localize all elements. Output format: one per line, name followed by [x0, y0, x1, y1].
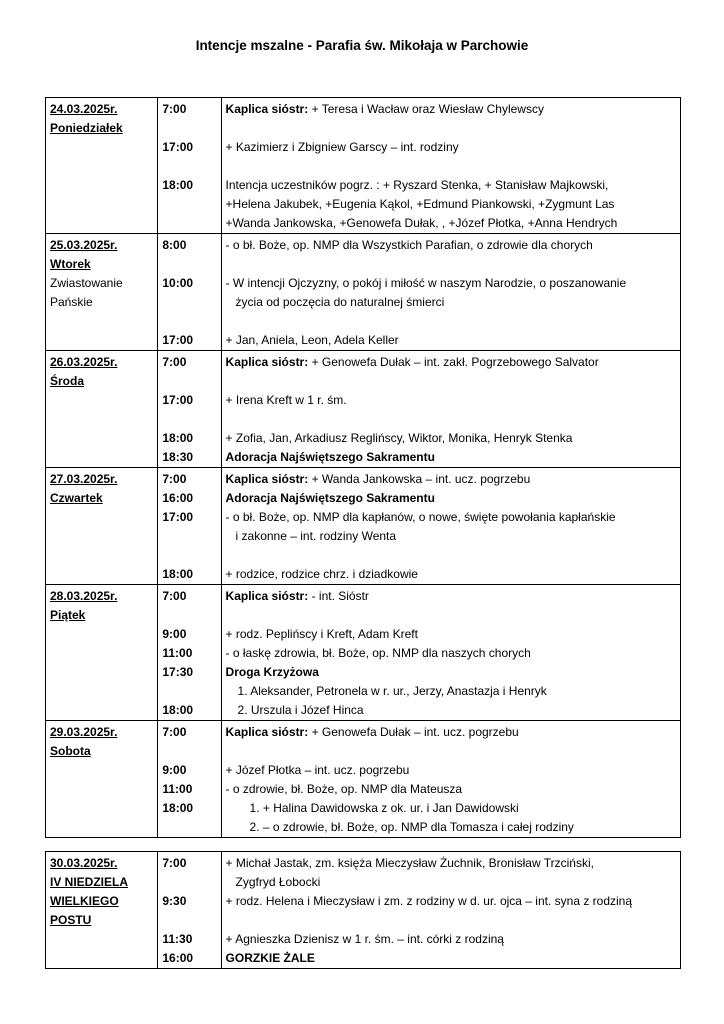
intention-line — [226, 429, 676, 448]
intention-label: Kaplica sióstr: — [225, 589, 309, 603]
mass-time: 18:30 — [162, 450, 194, 464]
mass-time — [162, 742, 216, 761]
intention-line — [226, 565, 676, 584]
mass-time: 7:00 — [162, 725, 187, 739]
intention-line — [226, 157, 676, 176]
intention-text: + Genowefa Dułak – int. ucz. pogrzebu — [308, 725, 519, 739]
intention-line — [226, 854, 676, 873]
mass-time: 11:00 — [162, 782, 193, 796]
intention-text: + Michał Jastak, zm. księża Mieczysław Żuchnik, Bronisław Trzciński, — [225, 856, 594, 870]
intention-text: - int. Sióstr — [308, 589, 369, 603]
intention-line — [226, 625, 676, 644]
mass-time — [162, 195, 216, 214]
intention-label: Kaplica sióstr: — [225, 725, 309, 739]
day-name: Wtorek — [50, 257, 91, 271]
day-cell — [46, 721, 158, 838]
intention-line — [226, 410, 676, 429]
mass-time: 7:00 — [162, 355, 187, 369]
day-date: 28.03.2025r. — [50, 589, 118, 603]
intention-line — [226, 527, 676, 546]
day-row — [46, 468, 681, 585]
mass-time: 17:00 — [162, 510, 194, 524]
mass-time: 18:00 — [162, 567, 194, 581]
intention-line — [226, 312, 676, 331]
intention-text: + Jan, Aniela, Leon, Adela Keller — [225, 333, 399, 347]
day-cell — [46, 98, 158, 234]
intention-text: + Kazimierz i Zbigniew Garscy – int. rodziny — [225, 140, 459, 154]
day-cell — [46, 852, 158, 969]
mass-time — [162, 372, 216, 391]
time-cell — [158, 234, 221, 351]
intention-text: - o zdrowie, bł. Boże, op. NMP dla Mateusza — [225, 782, 463, 796]
intention-cell — [221, 585, 680, 721]
intention-text: + rodz. Helena i Mieczysław i zm. z rodziny w d. ur. ojca – int. syna z rodziną — [225, 894, 633, 908]
day-name: Czwartek — [50, 491, 103, 505]
mass-time: 16:00 — [162, 951, 194, 965]
mass-time — [162, 818, 216, 837]
intention-line — [226, 644, 676, 663]
intention-line — [226, 100, 676, 119]
intention-text: życia od poczęcia do naturalnej śmierci — [235, 295, 445, 309]
intention-text: 1. Aleksander, Petronela w r. ur., Jerzy, Anastazja i Henryk — [237, 684, 547, 698]
intention-line — [226, 391, 676, 410]
mass-time: 9:30 — [162, 894, 187, 908]
intention-label: Adoracja Najświętszego Sakramentu — [225, 491, 435, 505]
day-row — [46, 721, 681, 838]
intention-line — [226, 470, 676, 489]
mass-time — [162, 312, 216, 331]
intention-text: i zakonne – int. rodziny Wenta — [235, 529, 397, 543]
intention-line — [226, 930, 676, 949]
intention-text: + Wanda Jankowska – int. ucz. pogrzebu — [308, 472, 531, 486]
time-cell — [158, 721, 221, 838]
intention-line — [226, 723, 676, 742]
mass-time: 11:00 — [162, 646, 193, 660]
intention-text: + Józef Płotka – int. ucz. pogrzebu — [225, 763, 410, 777]
intention-cell — [221, 351, 680, 468]
intention-text: - o bł. Boże, op. NMP dla kapłanów, o nowe, święte powołania kapłańskie — [225, 510, 616, 524]
intention-text: - o bł. Boże, op. NMP dla Wszystkich Parafian, o zdrowie dla chorych — [225, 238, 593, 252]
intention-line — [226, 372, 676, 391]
time-cell — [158, 98, 221, 234]
intention-cell — [221, 98, 680, 234]
day-row — [46, 852, 681, 969]
intention-text: 2. – o zdrowie, bł. Boże, op. NMP dla Tomasza i całej rodziny — [249, 820, 574, 834]
mass-time: 18:00 — [162, 431, 194, 445]
day-cell — [46, 468, 158, 585]
day-name: Środa — [50, 374, 85, 388]
day-name: WIELKIEGO — [50, 894, 119, 908]
intention-line — [226, 587, 676, 606]
page-title: Intencje mszalne - Parafia św. Mikołaja w Parchowie — [195, 38, 529, 53]
day-row — [46, 234, 681, 351]
mass-time — [162, 546, 216, 565]
mass-time — [162, 214, 216, 233]
day-cell — [46, 351, 158, 468]
intention-text: 1. + Halina Dawidowska z ok. ur. i Jan Dawidowski — [249, 801, 519, 815]
mass-time: 16:00 — [162, 491, 194, 505]
day-cell — [46, 234, 158, 351]
mass-time: 18:00 — [162, 703, 194, 717]
day-row — [46, 98, 681, 234]
intention-line — [226, 949, 676, 968]
mass-time: 8:00 — [162, 238, 187, 252]
intention-line — [226, 255, 676, 274]
day-name: IV NIEDZIELA — [50, 875, 129, 889]
intention-text: - o łaskę zdrowia, bł. Boże, op. NMP dla naszych chorych — [225, 646, 531, 660]
intention-line — [226, 606, 676, 625]
intention-cell — [221, 721, 680, 838]
intention-line — [226, 236, 676, 255]
time-cell — [158, 585, 221, 721]
intention-line — [226, 331, 676, 350]
intention-line — [226, 448, 676, 467]
mass-time — [162, 119, 216, 138]
time-cell — [158, 351, 221, 468]
intention-line — [226, 761, 676, 780]
intention-line — [226, 489, 676, 508]
intention-line — [226, 546, 676, 565]
mass-time: 17:00 — [162, 393, 194, 407]
mass-time: 7:00 — [162, 856, 187, 870]
mass-time: 10:00 — [162, 276, 194, 290]
day-date: 27.03.2025r. — [50, 472, 118, 486]
mass-time — [162, 606, 216, 625]
intention-label: GORZKIE ŻALE — [225, 951, 315, 965]
mass-time: 17:30 — [162, 665, 194, 679]
intention-line — [226, 353, 676, 372]
intention-line — [226, 742, 676, 761]
intention-text: + rodz. Peplińscy i Kreft, Adam Kreft — [225, 627, 418, 641]
intention-line — [226, 119, 676, 138]
day-name: Pańskie — [50, 295, 93, 309]
mass-time: 7:00 — [162, 589, 187, 603]
intention-cell — [221, 852, 680, 969]
intention-label: Adoracja Najświętszego Sakramentu — [225, 450, 435, 464]
intention-line — [226, 873, 676, 892]
mass-time — [162, 527, 216, 546]
day-name: Zwiastowanie — [50, 276, 123, 290]
intention-text: - W intencji Ojczyzny, o pokój i miłość w naszym Narodzie, o poszanowanie — [225, 276, 627, 290]
day-date: 26.03.2025r. — [50, 355, 118, 369]
mass-time — [162, 682, 216, 701]
day-cell — [46, 585, 158, 721]
day-row — [46, 351, 681, 468]
intention-text: 2. Urszula i Józef Hinca — [237, 703, 364, 717]
mass-time: 17:00 — [162, 333, 194, 347]
intention-line — [226, 508, 676, 527]
mass-time — [162, 293, 216, 312]
intention-label: Kaplica sióstr: — [225, 472, 309, 486]
intention-label: Droga Krzyżowa — [225, 665, 319, 679]
day-date: 29.03.2025r. — [50, 725, 118, 739]
day-row — [46, 585, 681, 721]
day-name: Sobota — [50, 744, 91, 758]
mass-time: 7:00 — [162, 472, 187, 486]
intention-text: Intencja uczestników pogrz. : + Ryszard Stenka, + Stanisław Majkowski, — [225, 178, 609, 192]
day-name: POSTU — [50, 913, 92, 927]
intention-text: +Wanda Jankowska, +Genowefa Dułak, , +Józef Płotka, +Anna Hendrych — [225, 216, 618, 230]
intention-line — [226, 682, 676, 701]
intention-line — [226, 799, 676, 818]
day-date: 24.03.2025r. — [50, 102, 118, 116]
intention-line — [226, 911, 676, 930]
intention-text: +Helena Jakubek, +Eugenia Kąkol, +Edmund Piankowski, +Zygmunt Las — [225, 197, 615, 211]
intention-line — [226, 663, 676, 682]
time-cell — [158, 468, 221, 585]
intention-text: + Zofia, Jan, Arkadiusz Reglińscy, Wiktor, Monika, Henryk Stenka — [225, 431, 573, 445]
mass-time: 17:00 — [162, 140, 194, 154]
intention-line — [226, 780, 676, 799]
mass-time: 18:00 — [162, 801, 194, 815]
intention-text: + Agnieszka Dzienisz w 1 r. śm. – int. córki z rodziną — [225, 932, 504, 946]
sunday-schedule-table — [45, 851, 681, 969]
intention-text: + Genowefa Dułak – int. zakł. Pogrzebowego Salvator — [308, 355, 599, 369]
intention-line — [226, 701, 676, 720]
intention-label: Kaplica sióstr: — [225, 355, 309, 369]
intention-cell — [221, 468, 680, 585]
mass-time — [162, 911, 216, 930]
day-name: Poniedziałek — [50, 121, 123, 135]
mass-time: 9:00 — [162, 627, 187, 641]
day-date: 25.03.2025r. — [50, 238, 118, 252]
intention-text: + Teresa i Wacław oraz Wiesław Chylewscy — [308, 102, 544, 116]
intention-text: + rodzice, rodzice chrz. i dziadkowie — [225, 567, 418, 581]
intention-text: Zygfryd Łobocki — [235, 875, 321, 889]
day-date: 30.03.2025r. — [50, 856, 118, 870]
intention-label: Kaplica sióstr: — [225, 102, 309, 116]
intention-line — [226, 138, 676, 157]
mass-time — [162, 157, 216, 176]
time-cell — [158, 852, 221, 969]
mass-time — [162, 410, 216, 429]
mass-time: 7:00 — [162, 102, 187, 116]
intention-line — [226, 176, 676, 195]
week-schedule-table — [45, 97, 681, 838]
intention-line — [226, 274, 676, 293]
mass-time: 18:00 — [162, 178, 194, 192]
intention-line — [226, 195, 676, 214]
day-name: Piątek — [50, 608, 86, 622]
intention-line — [226, 892, 676, 911]
intention-line — [226, 214, 676, 233]
mass-time: 9:00 — [162, 763, 187, 777]
mass-time — [162, 255, 216, 274]
intention-line — [226, 818, 676, 837]
intention-cell — [221, 234, 680, 351]
intention-text: + Irena Kreft w 1 r. śm. — [225, 393, 347, 407]
mass-time: 11:30 — [162, 932, 193, 946]
mass-time — [162, 873, 216, 892]
intention-line — [226, 293, 676, 312]
